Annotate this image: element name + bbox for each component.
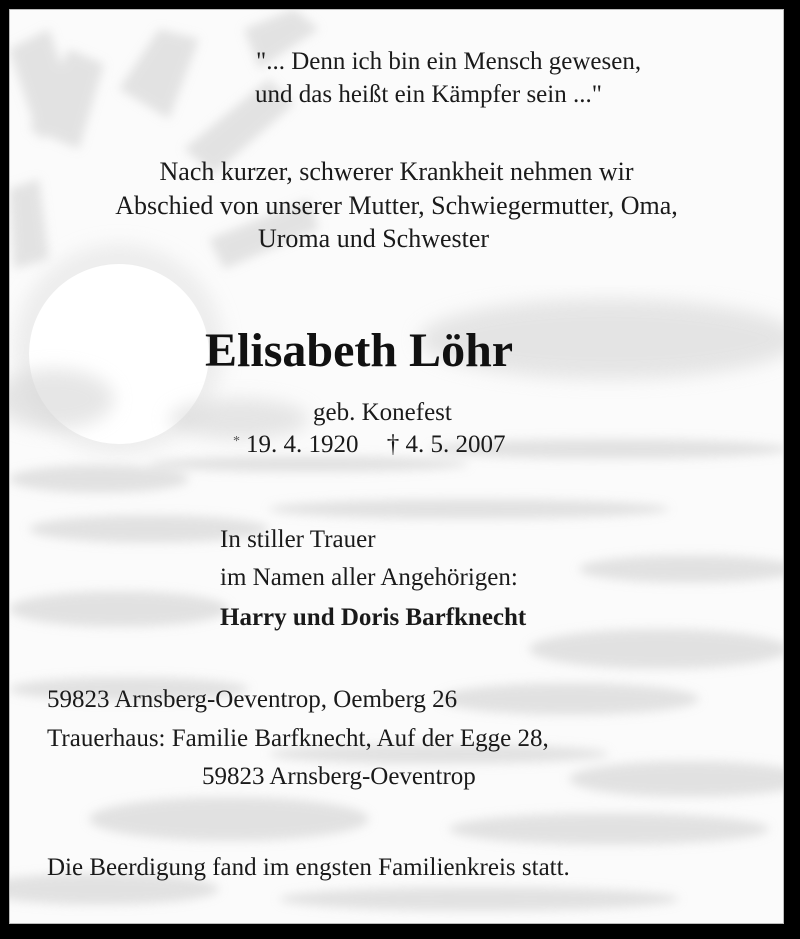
death-cross-icon: † (386, 431, 400, 458)
mourning-line: In stiller Trauer (220, 526, 376, 553)
deceased-name: Elisabeth Löhr (205, 324, 514, 377)
mourning-line: im Namen aller Angehörigen: (220, 564, 518, 591)
intro-line: Nach kurzer, schwerer Krankheit nehmen wir (159, 157, 634, 186)
birth-star-icon: * (233, 434, 240, 449)
intro-line: Abschied von unserer Mutter, Schwiegermutter, Oma, (115, 191, 678, 220)
address-line: 59823 Arnsberg-Oeventrop, Oemberg 26 (47, 686, 458, 713)
address-line: Trauerhaus: Familie Barfknecht, Auf der Egge 28, (47, 725, 549, 752)
maiden-name: geb. Konefest (313, 399, 452, 426)
address-line: 59823 Arnsberg-Oeventrop (202, 763, 476, 790)
obituary-notice (9, 9, 784, 924)
quote-line: "... Denn ich bin ein Mensch gewesen, (256, 48, 642, 75)
birth-date: 19. 4. 1920 (246, 431, 359, 458)
death-date: 4. 5. 2007 (405, 431, 506, 458)
quote-line: und das heißt ein Kämpfer sein ..." (255, 81, 602, 108)
mourners-names: Harry und Doris Barfknecht (220, 604, 527, 631)
funeral-note: Die Beerdigung fand im engsten Familienkreis statt. (47, 854, 570, 881)
intro-line: Uroma und Schwester (258, 224, 490, 253)
life-dates (233, 432, 506, 457)
